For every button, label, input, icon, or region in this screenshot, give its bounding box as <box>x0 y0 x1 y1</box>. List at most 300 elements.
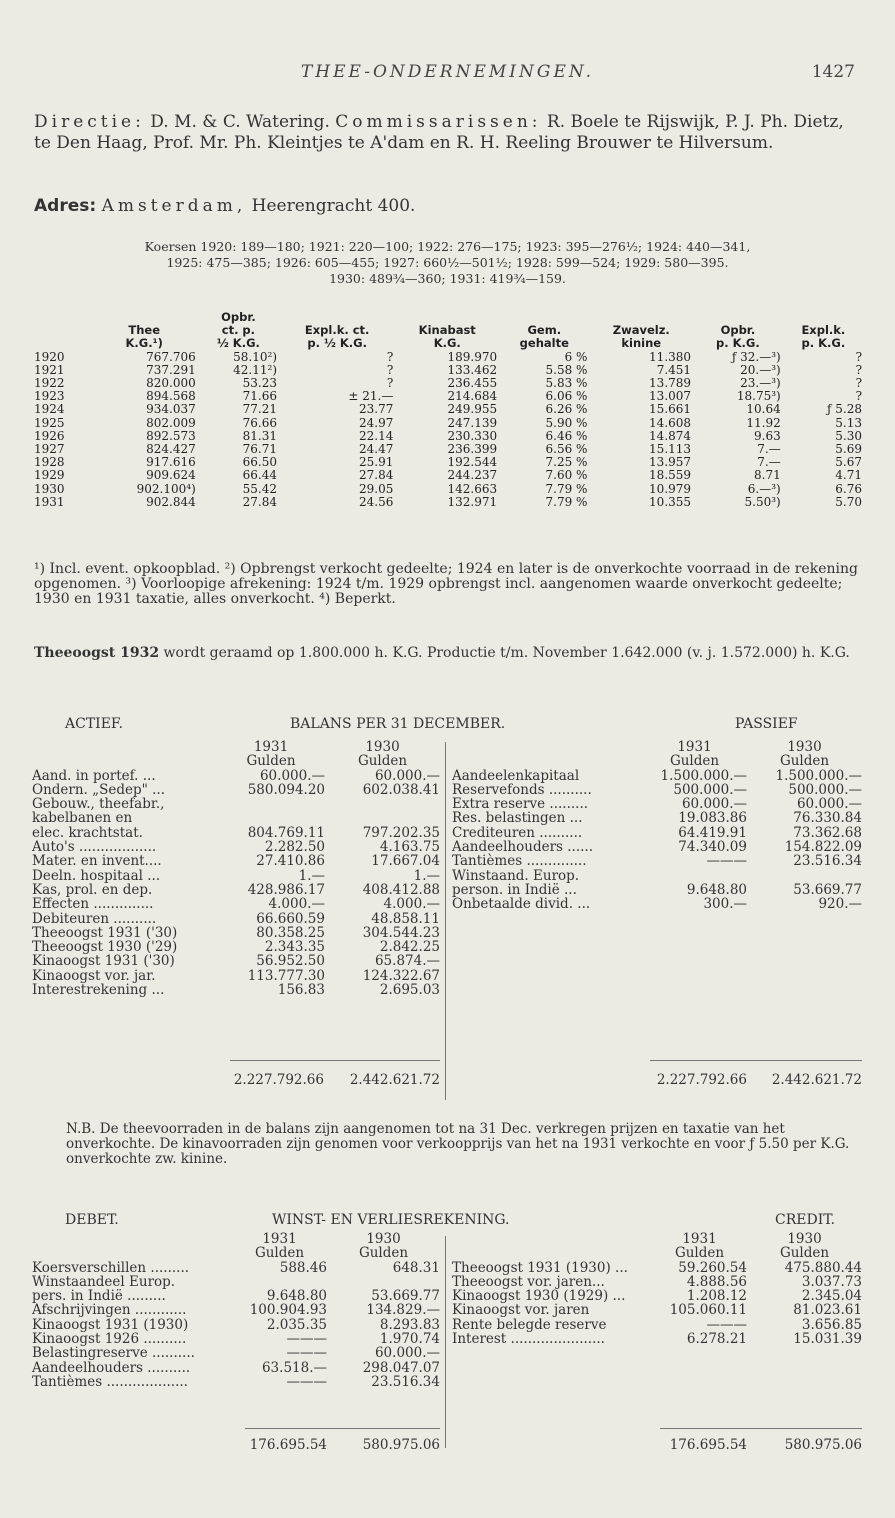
stats-header-cell: Expl.k. ct. <box>304 323 370 338</box>
directie-paragraph <box>34 112 864 154</box>
balans-actief-row <box>32 826 440 840</box>
winst-total-rule <box>660 1428 862 1429</box>
amount-cell: 8.293.83 <box>379 1316 440 1333</box>
year-cell: 1927 <box>34 442 65 457</box>
amount-cell: 23.516.34 <box>371 1373 440 1390</box>
stats-cell: 13.007 <box>649 389 692 404</box>
adres-line <box>34 196 864 217</box>
amount-cell: 19.083.86 <box>678 810 747 827</box>
year-header: 1930 <box>365 739 400 755</box>
stats-header-cell: Expl.k. <box>801 323 846 338</box>
unit-header: Gulden <box>674 1245 725 1262</box>
row-label: Kinaoogst 1930 (1929) ... <box>452 1288 626 1305</box>
balans-divider <box>445 742 446 1100</box>
year-cell: 1924 <box>34 402 65 417</box>
stats-cell: 55.42 <box>242 481 278 496</box>
balans-passief-row <box>452 783 862 797</box>
amount-cell <box>325 811 440 825</box>
stats-cell: 23.—³) <box>740 376 781 391</box>
stats-cell: 824.427 <box>146 442 196 457</box>
winst-debet-row <box>32 1361 440 1375</box>
stats-cell: 27.84 <box>242 494 278 509</box>
row-label: Kinaoogst vor. jar. <box>32 967 156 984</box>
row-label: Extra reserve ......... <box>452 796 589 813</box>
winst-debet-row <box>32 1275 440 1289</box>
balans-passief-total-1930: 2.442.621.72 <box>771 1072 862 1088</box>
stats-cell: 10.64 <box>746 402 781 417</box>
balans-actief-row <box>32 869 440 883</box>
amount-cell: 53.669.77 <box>371 1288 440 1305</box>
adres-label: Adres: <box>34 196 97 216</box>
row-label: Interest ...................... <box>452 1331 605 1348</box>
year-cell: 1925 <box>34 415 65 430</box>
amount-cell: 602.038.41 <box>362 781 440 798</box>
amount-cell: 500.000.— <box>673 781 747 798</box>
amount-cell: 588.46 <box>279 1259 327 1276</box>
winst-credit-table <box>452 1232 862 1346</box>
stats-cell: 189.970 <box>447 349 498 364</box>
row-label: person. in Indië ... <box>452 881 577 898</box>
spacer-cell <box>452 740 642 754</box>
stats-cell: 15.113 <box>649 442 692 457</box>
winst-debet-row <box>32 1261 440 1275</box>
amount-cell: 2.343.35 <box>264 939 325 956</box>
row-label: Crediteuren .......... <box>452 824 583 841</box>
amount-cell: 154.822.09 <box>784 839 862 856</box>
amount-cell: ——— <box>286 1373 327 1390</box>
stats-cell: 18.75³) <box>736 389 781 404</box>
amount-cell: 2.282.50 <box>264 839 325 856</box>
stats-cell: 81.31 <box>242 428 278 443</box>
stats-cell: 6.76 <box>835 481 862 496</box>
stats-cell: 13.789 <box>649 376 692 391</box>
amount-cell: 2.035.35 <box>266 1316 327 1333</box>
spacer-cell <box>32 740 217 754</box>
stats-cell: 22.14 <box>358 428 394 443</box>
amount-cell: 105.060.11 <box>669 1302 747 1319</box>
amount-cell <box>327 1275 440 1289</box>
stats-cell: 132.971 <box>447 494 498 509</box>
stats-header-cell: ½ K.G. <box>216 336 260 351</box>
production-statistics-table <box>32 311 864 509</box>
koersen-line: 1930: 489¾—360; 1931: 419¾—159. <box>329 271 566 286</box>
stats-cell: 4.71 <box>835 468 862 483</box>
stats-cell: 5.70 <box>835 494 862 509</box>
stats-cell: 5.50³) <box>744 494 781 509</box>
row-label: Theeoogst vor. jaren... <box>452 1273 605 1290</box>
spacer-cell <box>32 754 217 768</box>
row-label: Aandeelhouders .......... <box>32 1359 191 1376</box>
stats-cell: 214.684 <box>447 389 498 404</box>
stats-header-cell: p. ½ K.G. <box>307 336 367 351</box>
koersen-line: 1925: 475—385; 1926: 605—455; 1927: 660½—501½; 1928: 599—524; 1929: 580—395. <box>166 255 729 270</box>
stats-header-cell: Thee <box>128 323 161 338</box>
amount-cell: 797.202.35 <box>362 824 440 841</box>
amount-cell: 648.31 <box>392 1259 440 1276</box>
commissarissen-text: R. Boele te Rijswijk, P. J. Ph. Dietz, te Den Haag, Prof. Mr. Ph. Kleintjes te A'dam en R. H. Reeling Brouwer te Hilversum. <box>34 112 844 153</box>
winst-debet-row <box>32 1332 440 1346</box>
row-label: Kas, prol. en dep. <box>32 881 153 898</box>
row-label: Res. belastingen ... <box>452 810 583 827</box>
winst-title: WINST- EN VERLIESREKENING. <box>272 1212 510 1228</box>
theeoogst-label: Theeoogst 1932 <box>34 645 160 661</box>
amount-cell: 53.669.77 <box>793 881 862 898</box>
stats-cell: 6 % <box>564 349 588 364</box>
winst-debet-total-1931: 176.695.54 <box>249 1437 327 1453</box>
stats-row <box>32 496 864 509</box>
amount-cell: 304.544.23 <box>362 924 440 941</box>
year-header-row <box>452 740 862 754</box>
amount-cell <box>642 869 747 883</box>
amount-cell: ——— <box>706 1316 747 1333</box>
balans-actief-row <box>32 969 440 983</box>
winst-credit-row <box>452 1332 862 1346</box>
winst-credit-row <box>452 1303 862 1317</box>
spacer-cell <box>452 754 642 768</box>
stats-cell: ? <box>386 376 394 391</box>
balans-total-rule <box>650 1060 862 1061</box>
winst-debet-total-1930: 580.975.06 <box>362 1437 440 1453</box>
stats-cell: 5.83 % <box>545 376 588 391</box>
year-cell: 1928 <box>34 455 65 470</box>
amount-cell: 298.047.07 <box>362 1359 440 1376</box>
amount-cell: 4.000.— <box>383 896 440 913</box>
row-label: Aandeelenkapitaal <box>452 767 580 784</box>
stats-cell: 77.21 <box>242 402 278 417</box>
amount-cell: 156.83 <box>277 982 325 999</box>
year-cell: 1931 <box>34 494 65 509</box>
amount-cell: 804.769.11 <box>247 824 325 841</box>
amount-cell: 63.518.— <box>261 1359 327 1376</box>
row-label: Ondern. „Sedep" ... <box>32 781 166 798</box>
amount-cell: 3.037.73 <box>801 1273 862 1290</box>
stats-row <box>32 469 864 482</box>
amount-cell: 124.322.67 <box>362 967 440 984</box>
stats-header-cell: K.G. <box>433 336 461 351</box>
stats-cell: 894.568 <box>146 389 196 404</box>
year-cell: 1922 <box>34 376 65 391</box>
row-label: Winstaandeel Europ. <box>32 1273 176 1290</box>
amount-cell: 1.500.000.— <box>660 767 747 784</box>
stats-header-cell: ct. p. <box>221 323 256 338</box>
unit-header: Gulden <box>779 753 830 770</box>
stats-cell: 820.000 <box>146 376 196 391</box>
stats-cell: 71.66 <box>242 389 278 404</box>
winst-debet-table <box>32 1232 440 1389</box>
amount-cell: 15.031.39 <box>793 1331 862 1348</box>
balans-passief-title: PASSIEF <box>735 716 798 732</box>
row-label: Theeoogst 1930 ('29) <box>32 939 178 956</box>
row-label: Deeln. hospitaal ... <box>32 867 161 884</box>
amount-cell: 9.648.80 <box>266 1288 327 1305</box>
unit-header: Gulden <box>669 753 720 770</box>
winst-debet-row <box>32 1289 440 1303</box>
stats-cell: 11.380 <box>649 349 692 364</box>
balans-passief-table <box>452 740 862 912</box>
winst-debet-row <box>32 1303 440 1317</box>
balans-passief-row <box>452 840 862 854</box>
amount-cell: 60.000.— <box>374 1345 440 1362</box>
amount-cell: 2.842.25 <box>379 939 440 956</box>
amount-cell: 27.410.86 <box>256 853 325 870</box>
stats-header-cell: p. K.G. <box>716 336 760 351</box>
stats-cell: 236.455 <box>447 376 498 391</box>
theeoogst-paragraph <box>34 646 864 661</box>
amount-cell: ——— <box>706 853 747 870</box>
stats-cell: 244.237 <box>447 468 498 483</box>
balans-passief-row <box>452 811 862 825</box>
stats-cell: 6.—³) <box>747 481 781 496</box>
year-header-row <box>32 740 440 754</box>
stats-cell: 5.58 % <box>545 362 588 377</box>
year-cell: 1921 <box>34 362 65 377</box>
balans-actief-total-1931: 2.227.792.66 <box>233 1072 324 1088</box>
winst-debet-row <box>32 1346 440 1360</box>
stats-cell: 5.69 <box>835 442 862 457</box>
stats-cell: 53.23 <box>242 376 278 391</box>
amount-cell: 500.000.— <box>788 781 862 798</box>
stats-cell: 917.616 <box>146 455 196 470</box>
row-label: Onbetaalde divid. ... <box>452 896 591 913</box>
stats-header-cell: gehalte <box>519 336 569 351</box>
adres-street: Heerengracht 400. <box>246 196 416 216</box>
amount-cell: 66.660.59 <box>256 910 325 927</box>
amount-cell: 2.345.04 <box>801 1288 862 1305</box>
balans-passief-total-1931: 2.227.792.66 <box>656 1072 747 1088</box>
stats-row <box>32 403 864 416</box>
stats-cell: 7.25 % <box>545 455 588 470</box>
row-label: Winstaand. Europ. <box>452 867 580 884</box>
balans-actief-row <box>32 940 440 954</box>
koersen-line: Koersen 1920: 189—180; 1921: 220—100; 1922: 276—175; 1923: 395—276½; 1924: 440—341, <box>144 239 751 254</box>
year-cell: 1923 <box>34 389 65 404</box>
stats-cell: 18.559 <box>649 468 692 483</box>
row-label: Kinaoogst vor. jaren <box>452 1302 590 1319</box>
stats-header-cell: Opbr. <box>720 323 756 338</box>
spacer-cell <box>32 1232 232 1246</box>
amount-cell: 65.874.— <box>374 953 440 970</box>
amount-cell: 6.278.21 <box>686 1331 747 1348</box>
row-label: Interestrekening ... <box>32 982 165 999</box>
stats-cell: ? <box>386 349 394 364</box>
stats-cell: 6.46 % <box>545 428 588 443</box>
unit-header-row <box>452 1246 862 1260</box>
footnotes: ¹) Incl. event. opkoopblad. ²) Opbrengst verkocht gedeelte; 1924 en later is de onverkochte voorraad in de rekening opgenomen. ³) Voorloopige afrekening: 1924 t/m. 1929 opbrengst incl. aangenomen waarde onverkocht gedeelte; 1930 en 1931 taxatie, alles onverkocht. ⁴) Beperkt. <box>34 561 858 607</box>
amount-cell: 60.000.— <box>374 767 440 784</box>
amount-cell: 1.— <box>298 867 325 884</box>
balans-passief-row <box>452 854 862 868</box>
stats-cell: 6.56 % <box>545 442 588 457</box>
amount-cell <box>217 811 325 825</box>
stats-cell: ƒ 5.28 <box>827 402 862 417</box>
stats-header-cell <box>32 337 91 350</box>
stats-cell: 6.06 % <box>545 389 588 404</box>
stats-row <box>32 417 864 430</box>
winst-credit-row <box>452 1275 862 1289</box>
stats-cell: 20.—³) <box>740 362 781 377</box>
balans-actief-row <box>32 840 440 854</box>
balans-actief-row <box>32 883 440 897</box>
row-label: Auto's .................. <box>32 839 157 856</box>
stats-cell: 133.462 <box>447 362 498 377</box>
stats-cell: 802.009 <box>146 415 196 430</box>
stats-cell: 11.92 <box>746 415 781 430</box>
row-label: Rente belegde reserve <box>452 1316 607 1333</box>
amount-cell: 1.970.74 <box>379 1331 440 1348</box>
stats-cell: 14.608 <box>649 415 692 430</box>
amount-cell: 920.— <box>818 896 862 913</box>
amount-cell: 134.829.— <box>366 1302 440 1319</box>
balans-actief-row <box>32 783 440 797</box>
balans-actief-row <box>32 811 440 825</box>
winst-total-rule <box>245 1428 440 1429</box>
row-label: Theeoogst 1931 ('30) <box>32 924 178 941</box>
year-header: 1930 <box>787 1231 822 1247</box>
stats-row <box>32 351 864 364</box>
year-header-row <box>452 1232 862 1246</box>
amount-cell: 4.000.— <box>268 896 325 913</box>
directie-label: Directie: <box>34 112 145 132</box>
adres-city: Amsterdam, <box>101 196 247 216</box>
amount-cell: 76.330.84 <box>793 810 862 827</box>
balans-passief-row <box>452 869 862 883</box>
amount-cell: 9.648.80 <box>686 881 747 898</box>
balans-actief-total-1930: 2.442.621.72 <box>349 1072 440 1088</box>
stats-cell: 934.037 <box>146 402 196 417</box>
row-label: Kinaoogst 1931 ('30) <box>32 953 175 970</box>
balans-actief-row <box>32 954 440 968</box>
amount-cell: 60.000.— <box>796 796 862 813</box>
amount-cell: 4.163.75 <box>379 839 440 856</box>
stats-cell: 6.26 % <box>545 402 588 417</box>
stats-cell: 5.30 <box>835 428 862 443</box>
amount-cell <box>217 797 325 811</box>
balans-actief-row <box>32 912 440 926</box>
row-label: Koersverschillen ......... <box>32 1259 190 1276</box>
amount-cell: 3.656.85 <box>801 1316 862 1333</box>
winst-credit-row <box>452 1318 862 1332</box>
stats-cell: 29.05 <box>358 481 394 496</box>
spacer-cell <box>452 1232 652 1246</box>
row-label: Theeoogst 1931 (1930) ... <box>452 1259 628 1276</box>
stats-cell: 7.60 % <box>545 468 588 483</box>
stats-cell: 13.957 <box>649 455 692 470</box>
unit-header: Gulden <box>254 1245 305 1262</box>
row-label: Belastingreserve .......... <box>32 1345 195 1362</box>
balans-passief-row <box>452 897 862 911</box>
amount-cell: 408.412.88 <box>362 881 440 898</box>
stats-cell: 42.11²) <box>233 362 278 377</box>
row-label: kabelbanen en <box>32 810 133 827</box>
stats-cell: 737.291 <box>146 362 196 377</box>
stats-cell: ? <box>386 362 394 377</box>
amount-cell: ——— <box>286 1345 327 1362</box>
unit-header-row <box>452 754 862 768</box>
balans-actief-row <box>32 854 440 868</box>
balans-total-rule <box>230 1060 440 1061</box>
year-header: 1931 <box>262 1231 297 1247</box>
stats-cell: 247.139 <box>447 415 498 430</box>
amount-cell: ——— <box>286 1331 327 1348</box>
winst-debet-row <box>32 1318 440 1332</box>
stats-cell: 249.955 <box>447 402 498 417</box>
balans-actief-table <box>32 740 440 997</box>
row-label: pers. in Indië ......... <box>32 1288 166 1305</box>
unit-header-row <box>32 1246 440 1260</box>
winst-credit-row <box>452 1289 862 1303</box>
stats-cell: ? <box>855 376 862 391</box>
stats-cell: 25.91 <box>358 455 394 470</box>
stats-cell: 24.47 <box>358 442 394 457</box>
amount-cell: 60.000.— <box>259 767 325 784</box>
stats-cell: 909.624 <box>146 468 196 483</box>
koersen-block <box>0 239 895 287</box>
year-cell: 1926 <box>34 428 65 443</box>
stats-header-cell: Opbr. <box>221 310 256 324</box>
stats-cell: 902.100⁴) <box>136 481 196 496</box>
amount-cell: 2.695.03 <box>379 982 440 999</box>
page-number: 1427 <box>811 62 855 82</box>
unit-header: Gulden <box>357 753 408 770</box>
amount-cell: 23.516.34 <box>793 853 862 870</box>
amount-cell: 100.904.93 <box>249 1302 327 1319</box>
year-header-row <box>32 1232 440 1246</box>
amount-cell <box>747 869 862 883</box>
balans-actief-title: ACTIEF. <box>65 716 123 732</box>
stats-cell: 9.63 <box>754 428 781 443</box>
stats-cell: 7.79 % <box>545 481 588 496</box>
stats-header-cell: Gem. <box>527 323 562 338</box>
stats-cell: 76.66 <box>242 415 278 430</box>
stats-cell: ƒ 32.—³) <box>731 349 781 364</box>
theeoogst-text: wordt geraamd op 1.800.000 h. K.G. Productie t/m. November 1.642.000 (v. j. 1.572.000) h. K.G. <box>159 645 850 661</box>
amount-cell: 475.880.44 <box>784 1259 862 1276</box>
stats-cell: 767.706 <box>146 349 196 364</box>
directie-text: D. M. & C. Watering. <box>144 112 336 132</box>
stats-cell: 892.573 <box>146 428 196 443</box>
amount-cell: 1.— <box>413 867 440 884</box>
stats-cell: 7.— <box>757 442 781 457</box>
amount-cell: 113.777.30 <box>247 967 325 984</box>
stats-cell: ? <box>855 389 862 404</box>
amount-cell <box>232 1275 327 1289</box>
stats-cell: 10.979 <box>649 481 692 496</box>
winst-debet-row <box>32 1375 440 1389</box>
row-label: Reservefonds .......... <box>452 781 592 798</box>
stats-cell: 5.67 <box>835 455 862 470</box>
stats-header-cell: kinine <box>621 336 662 351</box>
year-header: 1931 <box>682 1231 717 1247</box>
stats-row <box>32 483 864 496</box>
stats-cell: ? <box>855 349 862 364</box>
amount-cell: 4.888.56 <box>686 1273 747 1290</box>
row-label: Tantièmes ................... <box>32 1373 188 1390</box>
nb-note: N.B. De theevoorraden in de balans zijn aangenomen tot na 31 Dec. verkregen prijzen en taxatie van het onverkochte. De kinavoorraden zijn genomen voor verkoopprijs van het na 1931 verkochte en voor ƒ 5.50 per K.G. onverkochte zw. kinine. <box>66 1121 850 1167</box>
row-label: Aandeelhouders ...... <box>452 839 593 856</box>
amount-cell: 73.362.68 <box>793 824 862 841</box>
year-cell: 1920 <box>34 349 65 364</box>
year-header: 1931 <box>253 739 289 755</box>
stats-cell: 5.90 % <box>545 415 588 430</box>
row-label: elec. krachtstat. <box>32 824 143 841</box>
stats-header-cell: Kinabast <box>418 323 476 338</box>
amount-cell: 64.419.91 <box>678 824 747 841</box>
amount-cell: 74.340.09 <box>678 839 747 856</box>
balans-title: BALANS PER 31 DECEMBER. <box>290 716 506 732</box>
winst-credit-row <box>452 1261 862 1275</box>
stats-cell: 7.79 % <box>545 494 588 509</box>
amount-cell: 1.500.000.— <box>775 767 862 784</box>
